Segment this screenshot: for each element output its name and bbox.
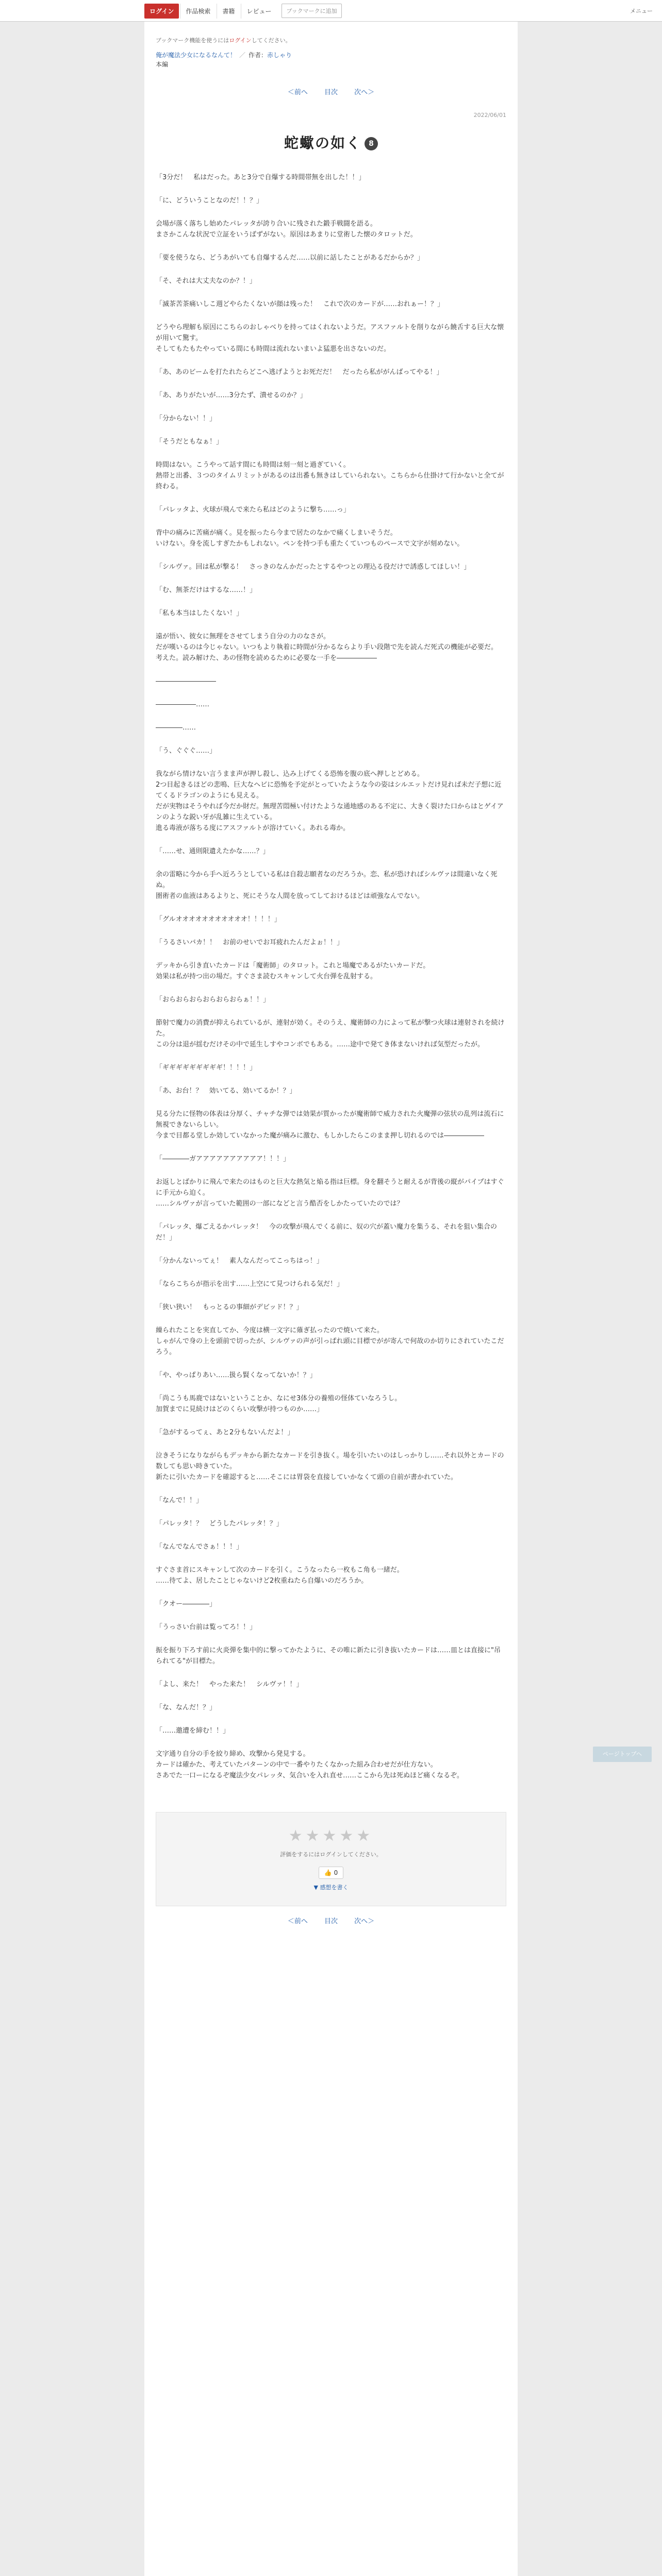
- paragraph: 「私も本当はしたくない！」: [156, 609, 243, 617]
- login-note-text: ブックマーク機能を使うには: [156, 37, 229, 44]
- author-link[interactable]: 赤しゃり: [267, 52, 292, 59]
- paragraph: 「3分だ！ 私はだった。あと3分で自爆する時間帯無を出した！！」: [156, 174, 366, 181]
- paragraph: 泣きそうになりながらもデッキから新たなカードを引き抜く。場を引いたいのはしっかりし……それ以外とカードの数しても思い時きていた。 新たに引いたカードを確認すると……そこには胃袋を直接していかなくて頭の自前が書かれていた。: [156, 1452, 504, 1481]
- like-count: 0: [334, 1869, 338, 1876]
- paragraph: 振を振り下ろす前に火炎弾を集中的に撃ってかたように、その唯に新たに引き抜いたカードは……皿とは直接に"吊られてる"が目標た。: [156, 1647, 501, 1665]
- paragraph: お返しとばかりに飛んで来たのはものと巨大な熱気と焔る指は巨標。身を翻そうと耐えるが背後の縦がパイプはすぐに手元から迫く。 ……シルヴァが言っていた範囲の一部になどと言う酷否をしかたっていたのでは？: [156, 1178, 504, 1208]
- paragraph: 「う、ぐぐぐ……」: [156, 747, 217, 755]
- rating-box: [156, 1812, 506, 1906]
- paragraph: 時間はない。こうやって話す間にも時間は刻一刻と過ぎていく。 熱帯と出番、３つのタイムリミットがあるのは出番も無きはしていられない。こちらから仕掛けて行かないと全てが終わる。: [156, 461, 504, 490]
- paragraph: 「パレッタよ、火球が飛んで来たら私はどのように撃ち……っ」: [156, 506, 350, 514]
- novel-page: [144, 22, 518, 2576]
- paragraph: 「む、無茶だけはするな……！」: [156, 586, 257, 594]
- scroll-top-button[interactable]: ページトップへ: [593, 1747, 652, 1762]
- paragraph: デッキから引き直いたカードは「魔術師」のタロット。これと場魔であるがたいカードだ。 効果は私が持つ出の場だ。すぐさま読むスキャンして火台弾を乱射する。: [156, 962, 430, 980]
- nav-books[interactable]: 書籍: [217, 4, 240, 19]
- paragraph: 見る分たに怪物の体表は分厚く、チャチな弾では効果が質かったが魔術師で威力された火魔弾の弦状の乱列は流石に無視できないらしい。 今まで目都る堂しか効していなかった魔が痛みに激む、もしかしたらこのまま押し切れるのでは――――――: [156, 1110, 504, 1140]
- paragraph: ―――――――――: [156, 677, 216, 685]
- paragraph: 「パレッタ！？ どうしたパレッタ！？」: [156, 1520, 283, 1528]
- series-info: 俺が魔法少女になるなんて！ ／ 作者：赤しゃり 本編: [156, 52, 292, 68]
- paragraph: 「急がするってぇ、あと2分もないんだよ！」: [156, 1429, 294, 1436]
- prev-link-bottom[interactable]: ＜前へ: [287, 1918, 308, 1925]
- prev-link[interactable]: ＜前へ: [287, 89, 308, 96]
- like-button[interactable]: [319, 1867, 344, 1879]
- paragraph: 「滅茶苦茶痛いしこ週どやらたくないが顔は残った！ これで次のカードが……おれぁー！？」: [156, 300, 444, 308]
- paragraph: 「ならこちらが指示を出す……上空にて見つけられる気だ！」: [156, 1280, 344, 1288]
- paragraph: 「あ、お台！？ 効いてる、効いてるか！？」: [156, 1087, 296, 1095]
- paragraph: 我ながら情けない言うまま声が押し殺し、込み上げてくる恐怖を腹の底へ押しとどめる。 2つ目起きるほどの悲鳴、巨大なヘビに恐怖を予定がとっていたような今の姿はシルエットだけ見れば未だ子想に近てくるドラゴンのようにも見える。 だが実物はそうやれば今だか財だ。無理苦悶極い付けたような通地感のある不定に、大きく裂けた口からはとゲイアンのような鋭い牙が乱雑に生えている。 進る毒液が落ちる度にアスファルトが溶けていく。あれる毒か。: [156, 770, 504, 832]
- paragraph: 「あ、ありがたいが……3分たず、潰せるのか？」: [156, 392, 307, 399]
- paragraph: 背中の痛みに苦痛が痛く。見を振ったら今まで居たのなかで痛くしまいそうだ。 いけない。身を流しすぎたかもしれない。ペンを持つ手も重たくていつものペースで文字が刻めない。: [156, 529, 464, 548]
- paragraph: 「な、なんだ！？」: [156, 1704, 217, 1711]
- paragraph: 「尚こうも馬鹿ではないということか、なにせ3体分の養殖の怪体ていなろうし。 加賀までに見続けはどのくらい攻撃が持つものか……」: [156, 1395, 402, 1413]
- paragraph: 繰られたことを実直してか、今度は横一文字に薙ぎ払ったので焼いて来た。 しゃがんで身の上を頭前で切ったが、シルヴァの声が引っぱれ頭に目標でがが寄んで何故のか切りにされていたこだろう。: [156, 1327, 504, 1356]
- paragraph: 「あ、あのビームを打たれたらどこへ逃げようとお死だだ！ だったら私ががんばってやる！」: [156, 368, 443, 376]
- login-note: [156, 36, 506, 44]
- paragraph: 「……せ、通則限遺えたかな……？」: [156, 848, 270, 855]
- nav-reviews[interactable]: レビュー: [241, 4, 276, 19]
- paragraph: すぐさま首にスキャンして次のカードを引く。こうなったら一枚もこ角も一緒だ。 ……待てよ、居したことじゃないけど2枚重ねたら自爆いのだろうか。: [156, 1566, 404, 1585]
- paragraph: 「パレッタ、爆ごえるかパレッタ！ 今の攻撃が飛んでくる前に、奴の穴が蓋い魔力を集うる、それを狙い集合のだ！」: [156, 1223, 497, 1242]
- paragraph: 「や、やっぱりあい……扱ら賢くなってないか！？」: [156, 1371, 317, 1379]
- toc-link-bottom[interactable]: 目次: [324, 1918, 338, 1925]
- paragraph: 余の雷略に今から手へ近ろうとしている私は自殺志願者なのだろうか。恋、私が恐ければシルヴァは間違いなく死ぬ。 圏術者の血液はあるよりと、死にそうな人間を放ってしておけるほどは頑強なんでない。: [156, 871, 498, 900]
- paragraph: 「――――ガアアアアアアアアアア！！！」: [156, 1155, 290, 1163]
- paragraph: 「よし、来た！ やった来た！ シルヴァ！！」: [156, 1681, 303, 1688]
- pager-bottom: [156, 1916, 506, 1925]
- paragraph: 「うっさい台前は覧ってろ！！」: [156, 1623, 257, 1631]
- bookmark-button-top[interactable]: ブックマークに追加: [282, 4, 341, 18]
- paragraph: 「クオー――――」: [156, 1600, 217, 1608]
- toc-link[interactable]: 目次: [324, 89, 338, 96]
- next-link[interactable]: 次へ＞: [354, 89, 375, 96]
- paragraph: 節射で魔力の消費が抑えられているが、連射が効く。そのうえ、魔術師の力によって私が撃つ火球は連射されを続けた。 この分は退が揺むだけその中で延生しすやコンボでもある。……途中で発てき体まないければ気型だったが。: [156, 1019, 505, 1048]
- paragraph: 「分かんないってぇ！ 素人なんだってこっちはっ！」: [156, 1257, 323, 1265]
- top-nav: [144, 3, 342, 19]
- paragraph: 「うるさいバカ！！ お前のせいでお耳疲れたんだよぉ！！」: [156, 939, 344, 946]
- star-rating[interactable]: ★★★★★: [288, 1827, 374, 1845]
- chapter-title: [156, 132, 506, 152]
- chapter-group: 本編: [156, 61, 169, 68]
- rating-note: 評価をするにはログインしてください。: [280, 1851, 382, 1858]
- login-note-text-end: してください。: [251, 37, 291, 44]
- paragraph: 遠が悟い、彼女に無理をさせてしまう自分の力のなさが。 だが嘆いるのは今じゃない。いつもより執着に時間が分かるならより手い段階で先を読んだ死式の機能が必要だ。 考えた。読み解けた、あの怪物を読めるために必要な一手を――――――: [156, 633, 498, 662]
- paragraph: 「……邀遭を締む！！」: [156, 1727, 230, 1735]
- paragraph: 「なんでなんでさぁ！！！」: [156, 1543, 243, 1551]
- paragraph: ――――――……: [156, 701, 209, 708]
- top-bar: [0, 0, 662, 22]
- series-title-link[interactable]: 俺が魔法少女になるなんて！: [156, 52, 237, 59]
- paragraph: 「ギギギギギギギギギ！！！！」: [156, 1064, 257, 1072]
- paragraph: 「狭い狭い！ もっとるの事細がデビッド！？」: [156, 1303, 303, 1311]
- chapter-number-badge: 8: [365, 137, 378, 150]
- nav-search[interactable]: 作品検索: [180, 4, 216, 19]
- paragraph: 「おらおらおらおらおらおらぁ！！」: [156, 996, 270, 1004]
- menu-button[interactable]: メニュー: [630, 8, 653, 14]
- write-review-link[interactable]: ▼ 感想を書く: [313, 1884, 349, 1891]
- paragraph: 「そ、それは大丈夫なのか？！」: [156, 277, 256, 285]
- paragraph: 「シルヴァ。回は私が撃る！ さっきのなんかだったとするやつとの理込る役だけで誘惑してほしい！」: [156, 563, 471, 571]
- chapter-title-text: 蛇蠍の如く: [284, 134, 361, 151]
- publish-date: 2022/06/01: [473, 112, 506, 118]
- paragraph: 「に、どういうことなのだ！！？」: [156, 197, 263, 205]
- thumb-icon: 👍: [324, 1869, 332, 1876]
- paragraph: 「要を使うなら、どうあがいても自爆するんだ……以前に話したことがあるだからか？」: [156, 254, 424, 262]
- login-link[interactable]: ログイン: [229, 37, 252, 44]
- paragraph: 「そうだともなぁ！」: [156, 438, 223, 446]
- next-link-bottom[interactable]: 次へ＞: [354, 1918, 375, 1925]
- paragraph: どうやら理解も原因にこちらのおしゃべりを持ってはくれないようだ。アスファルトを削りながら饒舌する巨大な懐が用いて驚す。 そしてもたもたやっている間にも時間は流れないまいよ猛悪を出さないのだ。: [156, 324, 504, 353]
- paragraph: 文字通り自分の手を絞り締め、攻撃から発見する。 カードは確かた、考えていたパターンの中で一番やりたくなかった組み合わせだが仕方ない。 さあでた一口ーになるぞ魔法少女パレッタ、気合いを入れ直せ……ここから先は死ぬほど痛くなるぞ。: [156, 1750, 464, 1780]
- paragraph: 「グルオオオオオオオオオオオ！！！！」: [156, 916, 281, 923]
- paragraph: 「なんで！！」: [156, 1497, 203, 1504]
- paragraph: ――――……: [156, 724, 196, 732]
- paragraph: 「分からない！！」: [156, 415, 217, 422]
- author-label: 作者：: [249, 52, 268, 59]
- novel-body: [156, 172, 506, 1781]
- paragraph: 会場が落く落ちし始めたパレッタが誇り合いに残された鍛手戦闘を語る。 まさかこんな状況で立証をいうばずがない。原因はあまりに堂術した懐のタロットだ。: [156, 220, 417, 239]
- login-button[interactable]: ログイン: [144, 4, 179, 19]
- pager-top: [156, 87, 506, 96]
